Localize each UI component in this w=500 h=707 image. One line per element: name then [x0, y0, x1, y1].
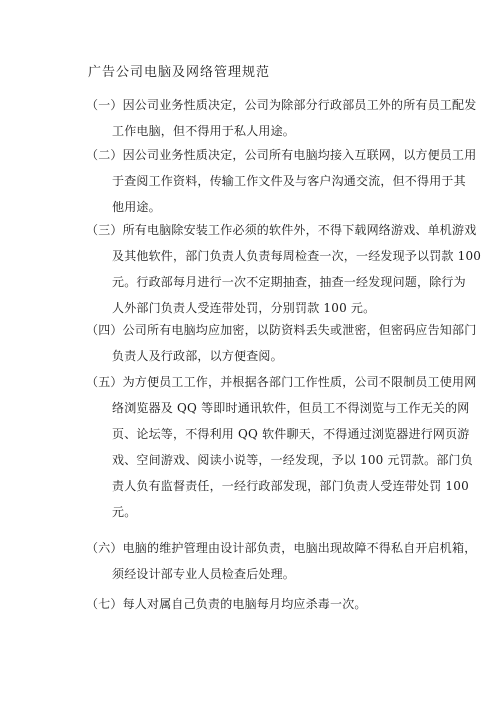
document-title: 广告公司电脑及网络管理规范 [88, 65, 271, 80]
clause-line [86, 369, 477, 395]
clause-7 [86, 591, 446, 617]
clause-number: （三） [86, 223, 123, 237]
clause-line: 负责人及行政部，以方便查阅。 [112, 349, 283, 363]
clause-text: 所有电脑除安装工作必须的软件外，不得下载网络游戏、单机游戏 [122, 223, 477, 237]
clause-6 [86, 535, 477, 587]
clause-number: （六） [86, 541, 123, 555]
clause-2 [86, 142, 477, 220]
clause-line: 须经设计部专业人员检查后处理。 [112, 567, 296, 581]
clause-text: 为方便员工工作，并根据各部门工作性质，公司不限制员工使用网 [122, 375, 477, 389]
clause-line: 戏、空间游戏、阅读小说等，一经发现，予以 100 元罚款。部门负 [112, 453, 473, 467]
clause-number: （二） [86, 148, 123, 162]
clause-line [86, 591, 446, 617]
clause-text: 每人对属自己负责的电脑每月均应杀毒一次。 [122, 597, 367, 611]
clause-line: 元。 [112, 505, 137, 519]
clause-line: 络浏览器及 QQ 等即时通讯软件，但员工不得浏览与工作无关的网 [112, 401, 470, 415]
clause-number: （七） [86, 597, 123, 611]
clause-5 [86, 369, 477, 525]
clause-text: 公司所有电脑均应加密，以防资料丢失或泄密，但密码应告知部门 [122, 323, 477, 337]
clause-line [86, 317, 477, 343]
clause-line [86, 217, 477, 243]
clause-line: 他用途。 [112, 200, 161, 214]
clause-text: 因公司业务性质决定，公司为除部分行政部员工外的所有员工配发 [122, 98, 477, 112]
clause-line: 于查阅工作资料，传输工作文件及与客户沟通交流，但不得用于其 [112, 174, 466, 188]
clause-line [86, 92, 477, 118]
clause-number: （五） [86, 375, 123, 389]
clause-line: 及其他软件，部门负责人负责每周检查一次，一经发现予以罚款 100 [112, 249, 482, 263]
clause-number: （一） [86, 98, 123, 112]
clause-number: （四） [86, 323, 123, 337]
clause-text: 电脑的维护管理由设计部负责，电脑出现故障不得私自开启机箱， [122, 541, 477, 555]
clause-line: 页、论坛等，不得利用 QQ 软件聊天，不得通过浏览器进行网页游 [112, 427, 470, 441]
clause-line: 责人负有监督责任，一经行政部发现，部门负责人受连带处罚 100 [112, 479, 469, 493]
clause-line: 人外部门负责人受连带处罚，分别罚款 100 元。 [112, 301, 376, 315]
clause-1 [86, 92, 477, 144]
clause-line: 元。行政部每月进行一次不定期抽查，抽查一经发现问题，除行为 [112, 275, 466, 289]
clause-line [86, 142, 477, 168]
clause-line [86, 535, 477, 561]
clause-4 [86, 317, 477, 369]
clause-text: 因公司业务性质决定，公司所有电脑均接入互联网，以方便员工用 [122, 148, 477, 162]
clause-line: 工作电脑，但不得用于私人用途。 [112, 124, 296, 138]
clause-3 [86, 217, 482, 321]
